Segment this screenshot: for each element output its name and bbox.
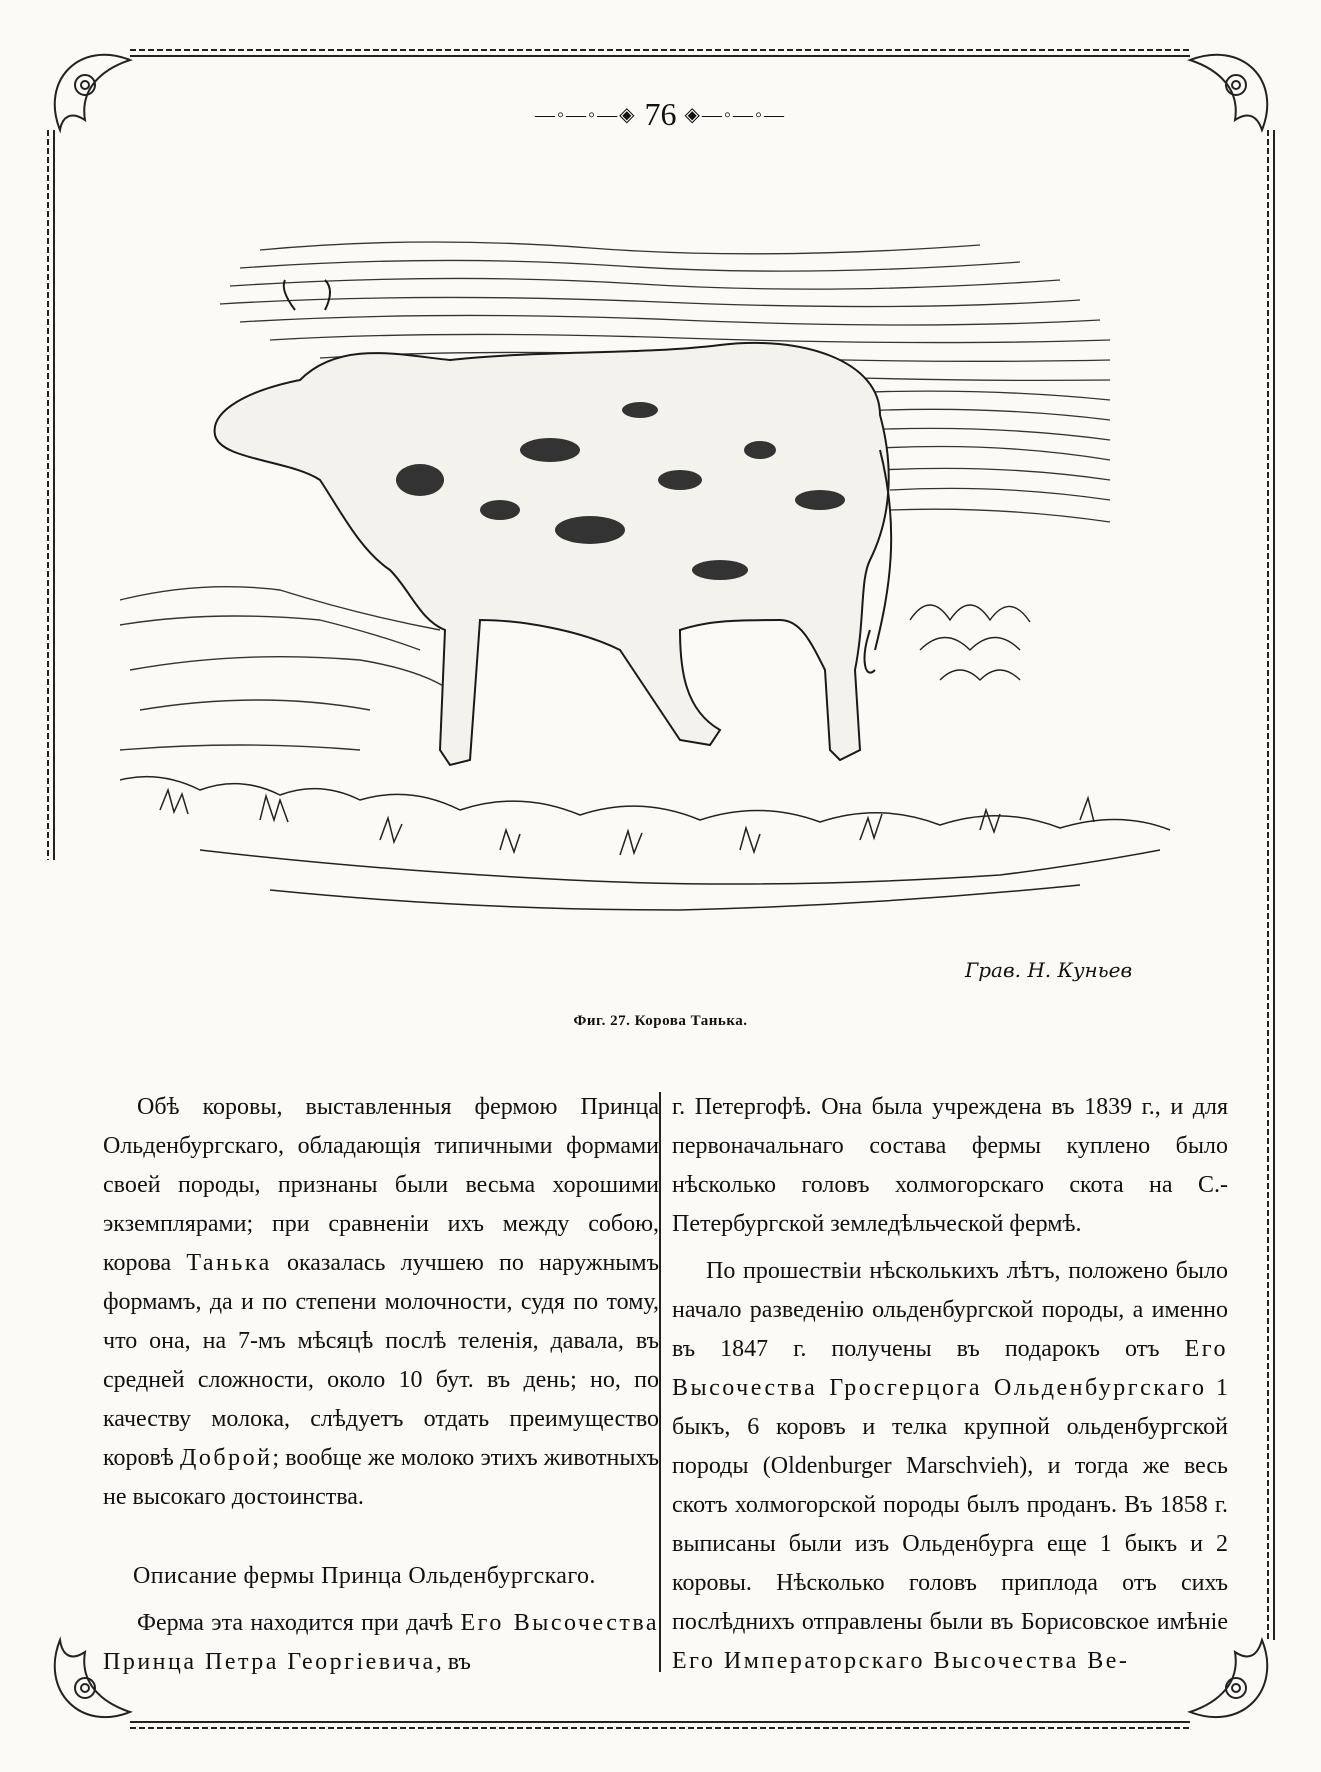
left-paragraph-1 [103,1088,659,1517]
text-run: , въ [435,1649,471,1675]
grand-duke-name: Его Высочества Гросгерцога Ольденбургскаго [672,1336,1228,1401]
page-number [0,96,1321,133]
left-paragraph-2 [103,1604,659,1682]
prince-name: Его Высочества Принца Петра Георгіевича [103,1610,660,1675]
cow-name-tanka: Танька [186,1250,272,1276]
text-run: Обѣ коровы, выставленныя фермою Принца Ольденбургскаго, обладающія типичными формами своей породы, признаны были весьма хорошими экземплярами; при сравненіи ихъ между собою, корова [103,1094,659,1276]
text-run: По прошествіи нѣсколькихъ лѣтъ, положено было начало разведенію ольденбургской породы, а именно въ 1847 г. получены въ подарокъ отъ [672,1258,1228,1362]
column-divider [659,1092,661,1672]
right-paragraph-1: г. Петергофѣ. Она была учреждена въ 1839 г., и для первоначальнаго состава фермы куплено было нѣсколько головъ холмогорскаго скота на С.-Петербургской земледѣльческой фермѣ. [672,1094,1228,1237]
text-run: 1 быкъ, 6 коровъ и телка крупной ольденбургской породы (Oldenburger Marschvieh), и тогда же весь скотъ холмогорской породы былъ проданъ. Въ 1858 г. выписаны были изъ Ольденбурга еще 1 быкъ и 2 коровы. Нѣсколько головъ приплода отъ сихъ послѣднихъ отправлены были въ Борисовское имѣніе [672,1375,1229,1635]
figure-caption: Фиг. 27. Корова Танька. [573,1013,748,1029]
right-paragraph-2 [672,1252,1228,1681]
right-column [672,1088,1228,1689]
cow-engraving-illustration [120,150,1180,990]
shrubs-right [910,605,1030,680]
text-run: Ферма эта находится при дачѣ [137,1610,454,1636]
section-heading: Описание фермы Принца Ольденбургскаго. [133,1563,596,1589]
cow-name-dobraya: Доброй [179,1445,273,1471]
imperial-highness-name: Его Императорскаго Высочества Ве- [672,1648,1130,1674]
text-run: ; вообще же молоко этихъ животныхъ не высокаго достоинства. [103,1445,660,1510]
engraver-credit: Грав. Н. Куньев [965,958,1133,982]
foreground-grass [120,777,1170,910]
left-column [103,1088,659,1690]
text-run: оказалась лучшею по наружнымъ формамъ, да и по степени молочности, судя по тому, что она, на 7-мъ мѣсяцѣ послѣ теленія, давала, въ средней сложности, около 10 бут. въ день; но, по качеству молока, слѣдуетъ отдать преимущество коровѣ [103,1250,660,1471]
page-number-ornament-left: —◦—◦—◈ [534,104,637,126]
page-number-text: 76 [644,96,677,132]
cow-figure [215,280,889,765]
page-number-ornament-right: ◈—◦—◦— [684,104,787,126]
hills-background [120,587,450,750]
